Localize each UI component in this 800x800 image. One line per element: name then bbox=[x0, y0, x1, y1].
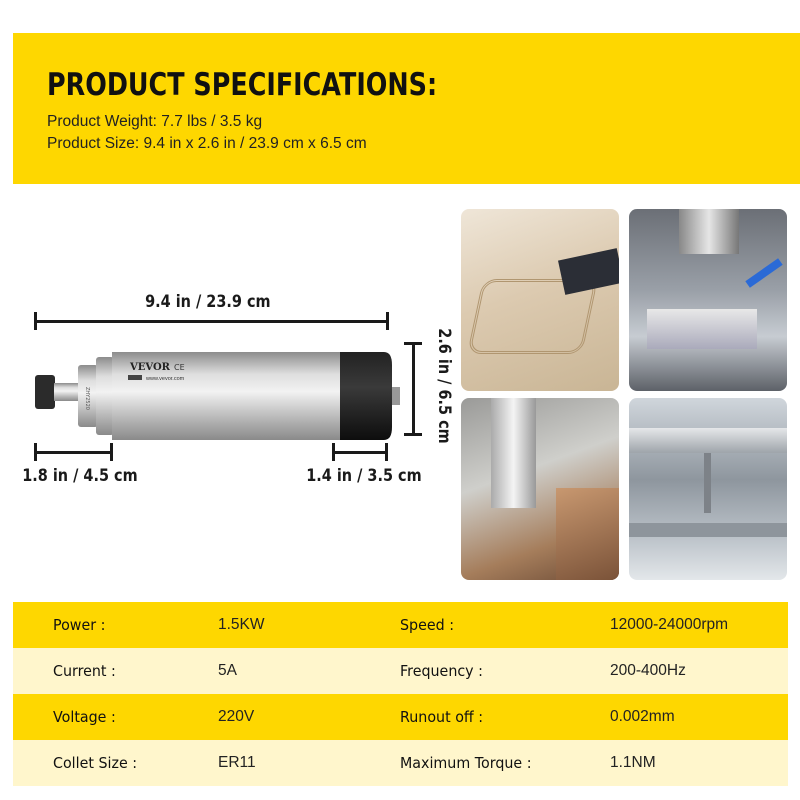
spec-label: Runout off : bbox=[400, 708, 484, 726]
svg-text:www.vevor.com: www.vevor.com bbox=[146, 376, 185, 382]
length-label: 9.4 in / 23.9 cm bbox=[145, 292, 271, 312]
diameter-label: 2.6 in / 6.5 cm bbox=[433, 328, 454, 444]
spec-label: Current : bbox=[53, 662, 116, 680]
svg-text:VEVOR: VEVOR bbox=[130, 362, 170, 373]
coolant-milling-photo bbox=[461, 398, 619, 580]
metal-milling-photo bbox=[629, 209, 787, 391]
spec-label: Speed : bbox=[400, 616, 455, 634]
product-weight: Product Weight: 7.7 lbs / 3.5 kg bbox=[47, 113, 263, 130]
diameter-tick-top bbox=[404, 342, 422, 345]
spec-label: Collet Size : bbox=[53, 754, 138, 772]
rear-label: 1.4 in / 3.5 cm bbox=[306, 466, 422, 486]
front-tick-left bbox=[34, 443, 37, 461]
pcb-drilling-photo bbox=[629, 398, 787, 580]
spec-row bbox=[13, 740, 788, 786]
spec-value: 200-400Hz bbox=[610, 662, 686, 679]
spec-label: Power : bbox=[53, 616, 106, 634]
front-line bbox=[34, 451, 113, 454]
front-tick-right bbox=[110, 443, 113, 461]
svg-text:ZHY2520: ZHY2520 bbox=[84, 387, 90, 410]
spec-value: ER11 bbox=[218, 754, 256, 771]
page-title: PRODUCT SPECIFICATIONS: bbox=[47, 67, 438, 103]
spec-label: Frequency : bbox=[400, 662, 483, 680]
spec-value: 1.5KW bbox=[218, 616, 265, 633]
length-line bbox=[34, 320, 389, 323]
specs-header-banner bbox=[13, 33, 800, 184]
length-tick-left bbox=[34, 312, 37, 330]
spec-table bbox=[13, 602, 788, 786]
spec-value: 1.1NM bbox=[610, 754, 656, 771]
spec-row bbox=[13, 602, 788, 648]
spec-value: 0.002mm bbox=[610, 708, 675, 725]
diameter-tick-bottom bbox=[404, 433, 422, 436]
length-tick-right bbox=[386, 312, 389, 330]
spec-row bbox=[13, 694, 788, 740]
front-label: 1.8 in / 4.5 cm bbox=[22, 466, 138, 486]
svg-text:CE: CE bbox=[174, 363, 185, 372]
rear-line bbox=[332, 451, 388, 454]
spec-value: 12000-24000rpm bbox=[610, 616, 729, 633]
diameter-line bbox=[412, 342, 415, 436]
spec-row bbox=[13, 648, 788, 694]
rear-tick-right bbox=[385, 443, 388, 461]
rear-tick-left bbox=[332, 443, 335, 461]
spec-value: 5A bbox=[218, 662, 237, 679]
spec-value: 220V bbox=[218, 708, 255, 725]
spindle-motor-image bbox=[34, 335, 404, 445]
spec-label: Maximum Torque : bbox=[400, 754, 532, 772]
product-size: Product Size: 9.4 in x 2.6 in / 23.9 cm x 6.5 cm bbox=[47, 135, 367, 152]
spec-label: Voltage : bbox=[53, 708, 116, 726]
wood-carving-photo bbox=[461, 209, 619, 391]
